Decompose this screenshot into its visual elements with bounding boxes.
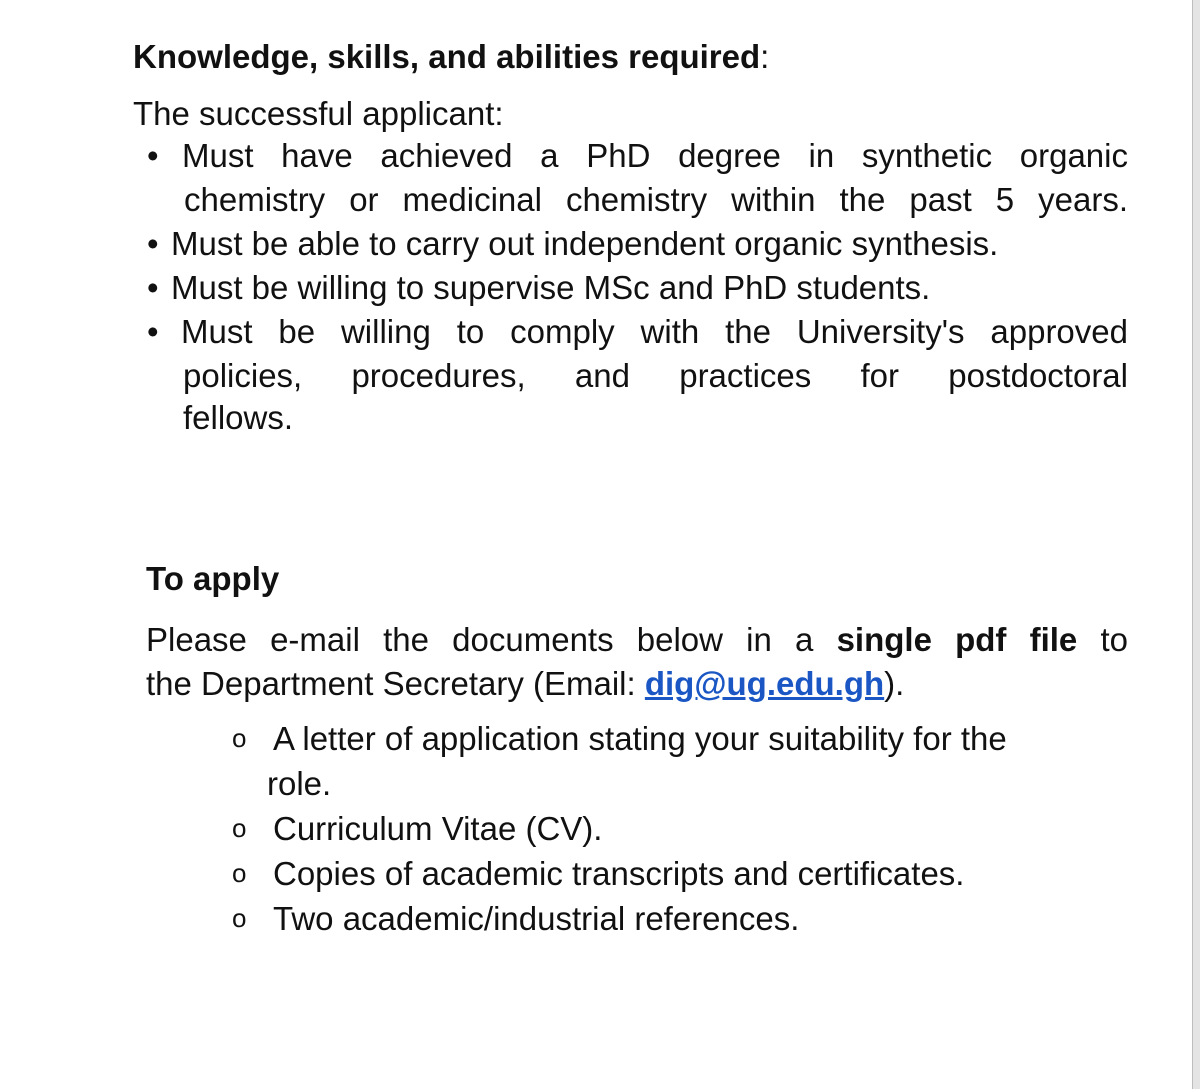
list-item bbox=[232, 716, 1112, 806]
documents-list bbox=[232, 716, 1112, 941]
bullet-icon: • bbox=[147, 137, 159, 174]
list-item-text: A letter of application stating your suitability for the role. bbox=[267, 720, 1007, 802]
email-link[interactable]: dig@ug.edu.gh bbox=[644, 665, 885, 702]
list-item bbox=[232, 896, 1112, 941]
list-item-text: Copies of academic transcripts and certificates. bbox=[273, 855, 965, 892]
circle-bullet-icon: o bbox=[232, 858, 247, 888]
bullet-icon: • bbox=[147, 225, 159, 262]
bullet-icon: • bbox=[147, 313, 159, 350]
list-item-text: Two academic/industrial references. bbox=[273, 900, 800, 937]
requirements-heading: Knowledge, skills, and abilities required: bbox=[133, 38, 770, 75]
list-item bbox=[232, 851, 1112, 896]
list-item-text: Curriculum Vitae (CV). bbox=[273, 810, 603, 847]
circle-bullet-icon: o bbox=[232, 723, 247, 753]
requirements-lead: The successful applicant: bbox=[133, 95, 504, 132]
list-item-text: Must be able to carry out independent organic synthesis. bbox=[171, 225, 999, 262]
list-item-text: Must have achieved a PhD degree in synthetic organic chemistry or medicinal chemistry within the past 5 years. bbox=[182, 137, 1128, 218]
bullet-icon: • bbox=[147, 269, 159, 306]
list-item-text: Must be willing to supervise MSc and PhD students. bbox=[171, 269, 931, 306]
list-item bbox=[133, 310, 1128, 438]
circle-bullet-icon: o bbox=[232, 903, 247, 933]
requirements-section bbox=[133, 34, 1128, 438]
requirements-list bbox=[133, 134, 1128, 438]
apply-section bbox=[146, 556, 1128, 706]
scrollbar-track[interactable] bbox=[1192, 0, 1200, 1089]
circle-bullet-icon: o bbox=[232, 813, 247, 843]
list-item bbox=[133, 266, 1128, 310]
apply-heading: To apply bbox=[146, 560, 280, 597]
list-item-text: Must be willing to comply with the University's approved policies, procedures, and practices for postdoctoral fellows. bbox=[181, 313, 1128, 436]
list-item bbox=[133, 222, 1128, 266]
list-item bbox=[232, 806, 1112, 851]
apply-instructions: Please e-mail the documents below in a single pdf file to the Department Secretary (Email: dig@ug.edu.gh). bbox=[146, 621, 1128, 702]
list-item bbox=[133, 134, 1128, 222]
